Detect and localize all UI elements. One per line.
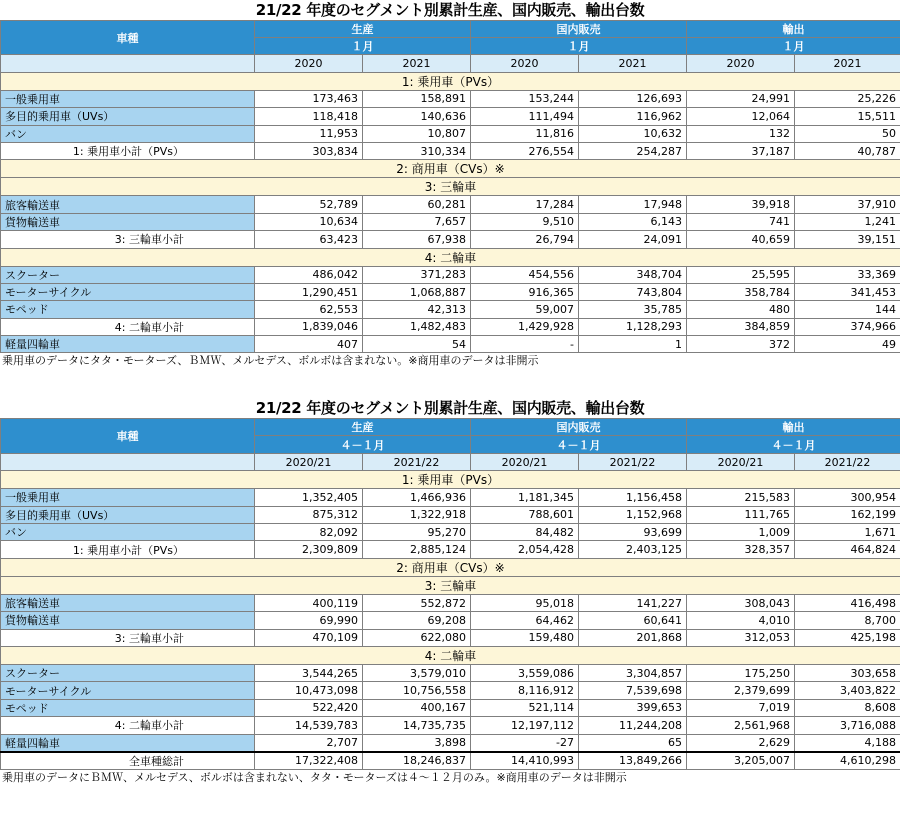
value-cell: 622,080 — [363, 629, 471, 646]
value-cell: 2,629 — [687, 734, 795, 752]
table-row — [1, 125, 900, 142]
value-cell: 162,199 — [795, 506, 900, 523]
value-cell: 1,482,483 — [363, 318, 471, 335]
year-header: 2020/21 — [255, 453, 363, 470]
value-cell: 62,553 — [255, 301, 363, 318]
section-title: 4: 二輪車 — [1, 646, 900, 664]
row-label: 軽量四輪車 — [1, 336, 255, 353]
value-cell: 14,539,783 — [255, 717, 363, 734]
value-cell: 126,693 — [579, 90, 687, 107]
value-cell: 25,226 — [795, 90, 900, 107]
year-header: 2020/21 — [471, 453, 579, 470]
table-row — [1, 612, 900, 629]
value-cell: 8,700 — [795, 612, 900, 629]
table-row — [1, 506, 900, 523]
subtotal-label: 4: 二輪車小計 — [1, 318, 255, 335]
subtotal-row — [1, 717, 900, 734]
value-cell: 7,019 — [687, 699, 795, 716]
value-cell: 2,309,809 — [255, 541, 363, 558]
data-table — [0, 20, 900, 353]
value-cell: 1,466,936 — [363, 489, 471, 506]
table-row — [1, 196, 900, 213]
value-cell: 312,053 — [687, 629, 795, 646]
table-row — [1, 283, 900, 300]
value-cell: -27 — [471, 734, 579, 752]
period-header: ４－１月 — [471, 436, 687, 453]
value-cell: 82,092 — [255, 524, 363, 541]
value-cell: 25,595 — [687, 266, 795, 283]
value-cell: 8,608 — [795, 699, 900, 716]
section-row — [1, 160, 900, 178]
year-header: 2021 — [363, 55, 471, 72]
value-cell: 201,868 — [579, 629, 687, 646]
value-cell: 276,554 — [471, 142, 579, 159]
value-cell: 1,839,046 — [255, 318, 363, 335]
value-cell: 111,494 — [471, 108, 579, 125]
subtotal-row — [1, 142, 900, 159]
row-label: バン — [1, 524, 255, 541]
value-cell: 358,784 — [687, 283, 795, 300]
value-cell: 522,420 — [255, 699, 363, 716]
value-cell: 552,872 — [363, 594, 471, 611]
value-cell: 59,007 — [471, 301, 579, 318]
value-cell: 328,357 — [687, 541, 795, 558]
value-cell: 60,641 — [579, 612, 687, 629]
value-cell: 37,187 — [687, 142, 795, 159]
section-title: 1: 乗用車（PVs） — [1, 471, 900, 489]
value-cell: 300,954 — [795, 489, 900, 506]
value-cell: 741 — [687, 213, 795, 230]
row-label: 一般乗用車 — [1, 489, 255, 506]
value-cell: 2,403,125 — [579, 541, 687, 558]
subtotal-label: 1: 乗用車小計（PVs） — [1, 142, 255, 159]
value-cell: 158,891 — [363, 90, 471, 107]
value-cell: 2,707 — [255, 734, 363, 752]
value-cell: 1,128,293 — [579, 318, 687, 335]
vehicle-header: 車種 — [1, 419, 255, 453]
row-label: 多目的乗用車（UVs） — [1, 108, 255, 125]
value-cell: 1,152,968 — [579, 506, 687, 523]
group-header: 生産 — [255, 419, 471, 436]
value-cell: 407 — [255, 336, 363, 353]
total-label: 全車種総計 — [1, 752, 255, 770]
year-header: 2021/22 — [363, 453, 471, 470]
value-cell: 743,804 — [579, 283, 687, 300]
value-cell: 425,198 — [795, 629, 900, 646]
footnote: 乗用車のデータにタタ・モーターズ、ＢＭＷ、メルセデス、ボルボは含まれない。※商用車のデータは非開示 — [2, 354, 539, 368]
value-cell: 52,789 — [255, 196, 363, 213]
value-cell: 60,281 — [363, 196, 471, 213]
value-cell: 132 — [687, 125, 795, 142]
value-cell: 1,290,451 — [255, 283, 363, 300]
spacer — [0, 371, 900, 398]
value-cell: 2,561,968 — [687, 717, 795, 734]
value-cell: 3,403,822 — [795, 682, 900, 699]
year-header: 2020 — [687, 55, 795, 72]
row-label: 軽量四輪車 — [1, 734, 255, 752]
row-label: 一般乗用車 — [1, 90, 255, 107]
value-cell: 116,962 — [579, 108, 687, 125]
value-cell: 371,283 — [363, 266, 471, 283]
value-cell: 13,849,266 — [579, 752, 687, 770]
year-header: 2020 — [255, 55, 363, 72]
section-title: 4: 二輪車 — [1, 248, 900, 266]
table-row — [1, 108, 900, 125]
section-row — [1, 72, 900, 90]
value-cell: 3,716,088 — [795, 717, 900, 734]
value-cell: 141,227 — [579, 594, 687, 611]
value-cell: 8,116,912 — [471, 682, 579, 699]
section-row — [1, 646, 900, 664]
value-cell: 17,284 — [471, 196, 579, 213]
value-cell: 788,601 — [471, 506, 579, 523]
subtotal-label: 3: 三輪車小計 — [1, 231, 255, 248]
value-cell: 7,657 — [363, 213, 471, 230]
value-cell: 153,244 — [471, 90, 579, 107]
value-cell: 14,735,735 — [363, 717, 471, 734]
value-cell: 33,369 — [795, 266, 900, 283]
value-cell: 63,423 — [255, 231, 363, 248]
section-title: 1: 乗用車（PVs） — [1, 72, 900, 90]
period-header: １月 — [687, 38, 900, 55]
value-cell: 4,010 — [687, 612, 795, 629]
value-cell: 2,885,124 — [363, 541, 471, 558]
section-row — [1, 576, 900, 594]
row-label: モーターサイクル — [1, 682, 255, 699]
value-cell: 521,114 — [471, 699, 579, 716]
subtotal-row — [1, 541, 900, 558]
value-cell: 140,636 — [363, 108, 471, 125]
year-header: 2021 — [579, 55, 687, 72]
value-cell: 54 — [363, 336, 471, 353]
value-cell: 875,312 — [255, 506, 363, 523]
value-cell: 69,990 — [255, 612, 363, 629]
value-cell: 6,143 — [579, 213, 687, 230]
value-cell: 65 — [579, 734, 687, 752]
value-cell: 916,365 — [471, 283, 579, 300]
row-label: モペッド — [1, 699, 255, 716]
value-cell: 3,304,857 — [579, 664, 687, 681]
subtotal-row — [1, 231, 900, 248]
row-label: 旅客輸送車 — [1, 196, 255, 213]
table-title: 21/22 年度のセグメント別累計生産、国内販売、輸出台数 — [255, 1, 645, 19]
blank-cell — [1, 453, 255, 470]
period-header: １月 — [255, 38, 471, 55]
value-cell: 24,091 — [579, 231, 687, 248]
value-cell: 67,938 — [363, 231, 471, 248]
row-label: スクーター — [1, 266, 255, 283]
value-cell: 10,634 — [255, 213, 363, 230]
value-cell: 39,151 — [795, 231, 900, 248]
value-cell: 374,966 — [795, 318, 900, 335]
row-label: 貨物輸送車 — [1, 213, 255, 230]
value-cell: 15,511 — [795, 108, 900, 125]
value-cell: 144 — [795, 301, 900, 318]
value-cell: 303,834 — [255, 142, 363, 159]
value-cell: 17,948 — [579, 196, 687, 213]
value-cell: 400,167 — [363, 699, 471, 716]
subtotal-row — [1, 318, 900, 335]
value-cell: 10,632 — [579, 125, 687, 142]
section-title: 2: 商用車（CVs）※ — [1, 160, 900, 178]
value-cell: 26,794 — [471, 231, 579, 248]
value-cell: 308,043 — [687, 594, 795, 611]
row-label: 多目的乗用車（UVs） — [1, 506, 255, 523]
vehicle-header: 車種 — [1, 21, 255, 55]
row-label: バン — [1, 125, 255, 142]
value-cell: 40,787 — [795, 142, 900, 159]
value-cell: 470,109 — [255, 629, 363, 646]
value-cell: 118,418 — [255, 108, 363, 125]
section-row — [1, 178, 900, 196]
value-cell: 1,322,918 — [363, 506, 471, 523]
year-header: 2020/21 — [687, 453, 795, 470]
value-cell: 42,313 — [363, 301, 471, 318]
value-cell: 11,816 — [471, 125, 579, 142]
value-cell: 341,453 — [795, 283, 900, 300]
value-cell: 7,539,698 — [579, 682, 687, 699]
value-cell: 3,898 — [363, 734, 471, 752]
section-row — [1, 471, 900, 489]
value-cell: 17,322,408 — [255, 752, 363, 770]
value-cell: 1,009 — [687, 524, 795, 541]
value-cell: 400,119 — [255, 594, 363, 611]
value-cell: 3,579,010 — [363, 664, 471, 681]
year-header: 2021 — [795, 55, 900, 72]
section-title: 3: 三輪車 — [1, 576, 900, 594]
value-cell: 84,482 — [471, 524, 579, 541]
value-cell: 37,910 — [795, 196, 900, 213]
value-cell: 1,671 — [795, 524, 900, 541]
section-row — [1, 248, 900, 266]
value-cell: 175,250 — [687, 664, 795, 681]
value-cell: 11,244,208 — [579, 717, 687, 734]
period-header: １月 — [471, 38, 687, 55]
value-cell: 372 — [687, 336, 795, 353]
subtotal-label: 1: 乗用車小計（PVs） — [1, 541, 255, 558]
value-cell: 64,462 — [471, 612, 579, 629]
value-cell: 10,756,558 — [363, 682, 471, 699]
value-cell: 9,510 — [471, 213, 579, 230]
value-cell: 480 — [687, 301, 795, 318]
value-cell: 310,334 — [363, 142, 471, 159]
group-header: 国内販売 — [471, 21, 687, 38]
group-header: 輸出 — [687, 21, 900, 38]
table-row — [1, 524, 900, 541]
table-row — [1, 213, 900, 230]
value-cell: 159,480 — [471, 629, 579, 646]
value-cell: 2,379,699 — [687, 682, 795, 699]
value-cell: - — [471, 336, 579, 353]
value-cell: 486,042 — [255, 266, 363, 283]
value-cell: 399,653 — [579, 699, 687, 716]
value-cell: 95,018 — [471, 594, 579, 611]
year-header: 2020 — [471, 55, 579, 72]
value-cell: 10,473,098 — [255, 682, 363, 699]
table-row — [1, 734, 900, 752]
table-row — [1, 90, 900, 107]
group-header: 国内販売 — [471, 419, 687, 436]
table-title: 21/22 年度のセグメント別累計生産、国内販売、輸出台数 — [255, 399, 645, 418]
value-cell: 1,241 — [795, 213, 900, 230]
table-row — [1, 682, 900, 699]
footnote: 乗用車のデータにＢＭＷ、メルセデス、ボルボは含まれない、タタ・モーターズは４～１２月のみ。※商用車のデータは非開示 — [2, 770, 627, 784]
value-cell: 1 — [579, 336, 687, 353]
table-row — [1, 664, 900, 681]
row-label: 貨物輸送車 — [1, 612, 255, 629]
value-cell: 348,704 — [579, 266, 687, 283]
value-cell: 1,429,928 — [471, 318, 579, 335]
value-cell: 454,556 — [471, 266, 579, 283]
value-cell: 4,610,298 — [795, 752, 900, 770]
row-label: モペッド — [1, 301, 255, 318]
value-cell: 12,064 — [687, 108, 795, 125]
value-cell: 69,208 — [363, 612, 471, 629]
table-row — [1, 336, 900, 353]
period-header: ４－１月 — [687, 436, 900, 453]
table-row — [1, 699, 900, 716]
value-cell: 254,287 — [579, 142, 687, 159]
value-cell: 11,953 — [255, 125, 363, 142]
value-cell: 4,188 — [795, 734, 900, 752]
value-cell: 1,181,345 — [471, 489, 579, 506]
value-cell: 111,765 — [687, 506, 795, 523]
value-cell: 40,659 — [687, 231, 795, 248]
value-cell: 24,991 — [687, 90, 795, 107]
year-header: 2021/22 — [795, 453, 900, 470]
table-row — [1, 489, 900, 506]
value-cell: 3,544,265 — [255, 664, 363, 681]
value-cell: 95,270 — [363, 524, 471, 541]
value-cell: 384,859 — [687, 318, 795, 335]
year-header: 2021/22 — [579, 453, 687, 470]
section-title: 3: 三輪車 — [1, 178, 900, 196]
value-cell: 2,054,428 — [471, 541, 579, 558]
table-row — [1, 266, 900, 283]
value-cell: 18,246,837 — [363, 752, 471, 770]
group-header: 輸出 — [687, 419, 900, 436]
value-cell: 49 — [795, 336, 900, 353]
value-cell: 173,463 — [255, 90, 363, 107]
value-cell: 39,918 — [687, 196, 795, 213]
value-cell: 3,559,086 — [471, 664, 579, 681]
value-cell: 1,156,458 — [579, 489, 687, 506]
table-row — [1, 301, 900, 318]
group-header: 生産 — [255, 21, 471, 38]
value-cell: 1,352,405 — [255, 489, 363, 506]
blank-cell — [1, 55, 255, 72]
value-cell: 14,410,993 — [471, 752, 579, 770]
value-cell: 416,498 — [795, 594, 900, 611]
row-label: スクーター — [1, 664, 255, 681]
value-cell: 303,658 — [795, 664, 900, 681]
subtotal-label: 4: 二輪車小計 — [1, 717, 255, 734]
subtotal-label: 3: 三輪車小計 — [1, 629, 255, 646]
value-cell: 464,824 — [795, 541, 900, 558]
value-cell: 3,205,007 — [687, 752, 795, 770]
value-cell: 12,197,112 — [471, 717, 579, 734]
value-cell: 10,807 — [363, 125, 471, 142]
subtotal-row — [1, 629, 900, 646]
value-cell: 93,699 — [579, 524, 687, 541]
period-header: ４－１月 — [255, 436, 471, 453]
total-row — [1, 752, 900, 770]
value-cell: 50 — [795, 125, 900, 142]
value-cell: 1,068,887 — [363, 283, 471, 300]
row-label: モーターサイクル — [1, 283, 255, 300]
table-row — [1, 594, 900, 611]
value-cell: 35,785 — [579, 301, 687, 318]
section-title: 2: 商用車（CVs）※ — [1, 558, 900, 576]
row-label: 旅客輸送車 — [1, 594, 255, 611]
section-row — [1, 558, 900, 576]
value-cell: 215,583 — [687, 489, 795, 506]
data-table — [0, 418, 900, 769]
